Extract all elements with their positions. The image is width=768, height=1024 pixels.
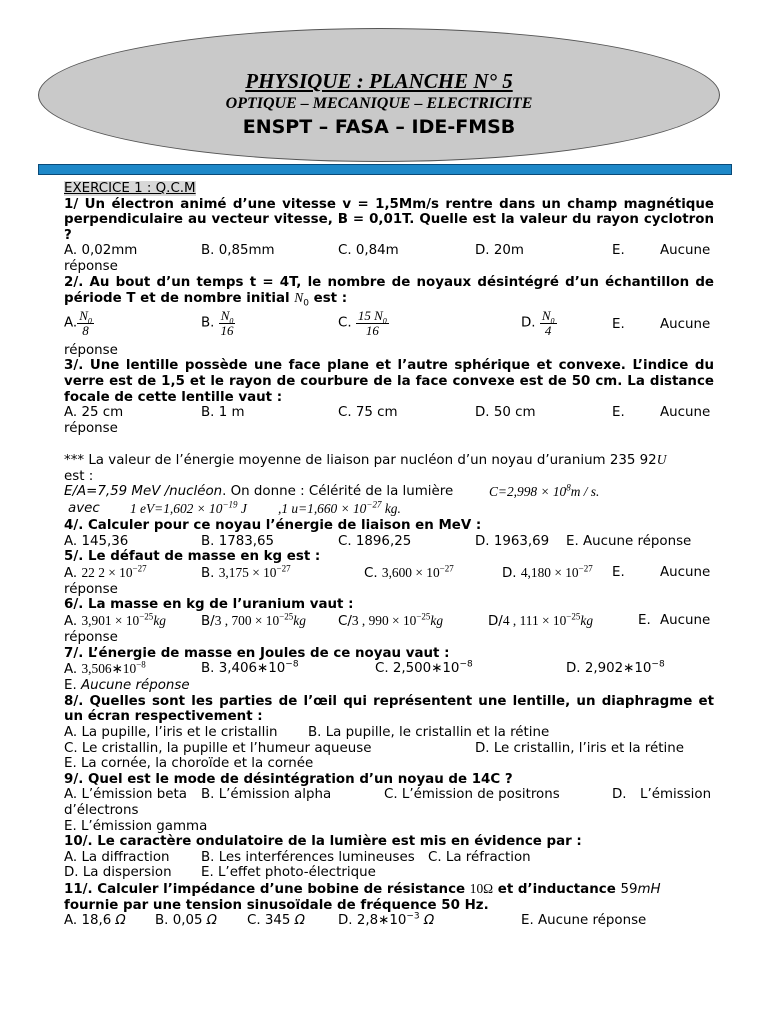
question-5: 5/. Le défaut de masse en kg est : (64, 549, 321, 565)
question-7: 7/. L’énergie de masse en Joules de ce noyau vaut : (64, 645, 450, 661)
q7-options (64, 661, 714, 678)
option-d: D. Le cristallin, l’iris et la rétine (475, 740, 684, 756)
option-c: C. 345 Ω (247, 913, 305, 929)
option-d: D. $2,902∗10^{-8}$ (566, 659, 665, 677)
q1-options (64, 243, 714, 259)
option-e: E. Aucune réponse (521, 913, 647, 929)
option-b: B. La pupille, le cristallin et la rétine (308, 725, 550, 741)
option-a: A. $3,901 \times 10^{-25}kg$ (64, 611, 166, 630)
option-d-cont: d’électrons (64, 803, 139, 818)
title-block (38, 68, 720, 139)
option-a: A. La pupille, l’iris et le cristallin (64, 725, 278, 741)
option-e: E. (612, 316, 625, 332)
option-c: C. $\frac{15 N_0}{16}$ (338, 307, 387, 338)
option-d-text: L’émission (640, 787, 712, 803)
option-e-cont: réponse (64, 630, 118, 646)
option-e-text: Aucune (660, 564, 711, 580)
option-c: C/3 , $990 \times 10^{-25}kg$ (338, 611, 444, 630)
option-c: C. $3,600 \times 10^{-27}$ (364, 563, 454, 581)
option-b: B. $3,175 \times 10^{-27}$ (201, 563, 291, 581)
option-b: B/3 , $700 \times 10^{-25}kg$ (201, 611, 306, 630)
option-b: B. 1783,65 (201, 533, 275, 549)
option-b: B. 0,85mm (201, 243, 275, 259)
option-e-text: Aucune (660, 316, 711, 332)
option-e-text: Aucune (660, 243, 711, 259)
option-c: C. 1896,25 (338, 533, 412, 549)
intro-line-3: E/A=7,59 MeV /nucléon. On donne : Célérité de la lumière $C=2,998 \times 10^8m / s$. (64, 482, 600, 500)
option-d: D. 1963,69 (475, 533, 550, 549)
option-e-text: Aucune (660, 613, 711, 629)
schools-line: ENSPT – FASA – IDE-FMSB (242, 116, 516, 138)
option-d: D. $4,180 \times 10^{-27}$ (502, 563, 593, 581)
question-2: 2/. Au bout d’un temps t = 4T, le nombre de noyaux désintégré d’un échantillon de période T et de nombre initial $N_0$ est : (64, 274, 714, 309)
intro-line-1: *** La valeur de l’énergie moyenne de liaison par nucléon d’un noyau d’uranium 235 92U (64, 451, 667, 468)
document-body (64, 181, 714, 929)
option-e-cont: réponse (64, 581, 118, 597)
option-a: A. L’émission beta (64, 787, 187, 803)
option-e: E. (638, 613, 651, 629)
option-e: E. L’effet photo-électrique (201, 865, 376, 881)
option-b: B. 0,05 Ω (155, 913, 218, 929)
option-a: A. 145,36 (64, 533, 129, 549)
option-d: D. $\frac{N_0}{4}$ (521, 307, 555, 338)
section-heading: EXERCICE 1 : Q.C.M (64, 181, 196, 196)
option-b: B. $\frac{N_0}{16}$ (201, 307, 234, 338)
question-6: 6/. La masse en kg de l’uranium vaut : (64, 597, 354, 613)
intro-line-4: avec 1 $eV=1,602 \times 10^{-19}$ J ,1 $u=1,660 \times 10^{-27}$ kg. (68, 499, 401, 517)
option-e: E. La cornée, la choroïde et la cornée (64, 756, 314, 772)
option-a: A. 25 cm (64, 405, 124, 421)
option-e: E. Aucune réponse (64, 678, 190, 694)
question-10: 10/. Le caractère ondulatoire de la lumière est mis en évidence par : (64, 834, 582, 850)
option-e: E. Aucune réponse (566, 533, 692, 549)
option-b: B. $3,406∗10^{-8}$ (201, 659, 299, 677)
option-a: A. 18,6 Ω (64, 913, 126, 929)
q6-options (64, 613, 714, 630)
header-divider-bar (38, 164, 732, 175)
option-e: E. (612, 405, 625, 421)
option-e-cont: réponse (64, 258, 118, 274)
question-11: 11/. Calculer l’impédance d’une bobine de résistance 10Ω et d’inductance 59mH (64, 880, 661, 897)
q4-options (64, 534, 714, 550)
option-c: C. L’émission de positrons (384, 787, 560, 803)
option-b: B. Les interférences lumineuses (201, 849, 415, 865)
option-e-cont: réponse (64, 420, 118, 436)
option-b: B. L’émission alpha (201, 787, 332, 803)
option-e: E. (612, 564, 625, 580)
option-c: C. 75 cm (338, 405, 398, 421)
option-d: D. 50 cm (475, 405, 536, 421)
question-3: 3/. Une lentille possède une face plane et l’autre sphérique et convexe. L’indice du verre est de 1,5 et le rayon de courbure de la face convexe est de 50 cm. La distance focale de cette lentille vaut : (64, 358, 714, 405)
option-c: C. 0,84m (338, 243, 399, 259)
question-4: 4/. Calculer pour ce noyau l’énergie de liaison en MeV : (64, 518, 482, 534)
q8-options-1 (64, 725, 714, 741)
option-e: E. (612, 243, 625, 259)
option-c: C. La réfraction (428, 849, 531, 865)
option-d: D. La dispersion (64, 865, 172, 881)
option-c: C. Le cristallin, la pupille et l’humeur aqueuse (64, 740, 372, 756)
question-9: 9/. Quel est le mode de désintégration d’un noyau de 14C ? (64, 771, 513, 787)
intro-line-2: est : (64, 468, 94, 484)
option-b: B. 1 m (201, 405, 245, 421)
q8-options-2 (64, 741, 714, 757)
q11-options (64, 913, 714, 929)
page-title: PHYSIQUE : PLANCHE N° 5 (245, 69, 513, 93)
option-a: A. $3,506∗10^{-8}$ (64, 659, 146, 678)
option-a: A. 0,02mm (64, 243, 138, 259)
question-1: 1/ Un électron animé d’une vitesse v = 1,5Mm/s rentre dans un champ magnétique perpendiculaire au vecteur vitesse, B = 0,01T. Quelle est la valeur du rayon cyclotron ? (64, 196, 714, 243)
option-c: C. $2,500∗10^{-8}$ (375, 659, 473, 677)
q10-options-1 (64, 850, 714, 866)
q2-options (64, 307, 714, 343)
option-d: D. 20m (475, 243, 524, 259)
option-e-text: Aucune (660, 405, 711, 421)
option-a: A. 22 $2 \times 10^{-27}$ (64, 563, 147, 581)
option-e: E. L’émission gamma (64, 818, 208, 834)
question-8: 8/. Quelles sont les parties de l’œil qui représentent une lentille, un diaphragme et un écran respectivement : (64, 693, 714, 725)
q9-options (64, 787, 714, 803)
q5-options (64, 565, 714, 582)
q10-options-2 (64, 865, 714, 881)
option-a: A. $\frac{N_0}{8}$ (64, 307, 92, 338)
option-a: A. La diffraction (64, 849, 170, 865)
option-d: D. $2,8∗10^{-3}$ Ω (338, 911, 435, 929)
option-e-cont: réponse (64, 342, 118, 358)
question-11-cont: fournie par une tension sinusoïdale de fréquence 50 Hz. (64, 897, 489, 913)
option-d: D. (612, 787, 627, 803)
option-d: D/4 , $111 \times 10^{-25}kg$ (488, 611, 594, 630)
q3-options (64, 405, 714, 421)
page-subtitle: OPTIQUE – MECANIQUE – ELECTRICITE (225, 95, 533, 112)
